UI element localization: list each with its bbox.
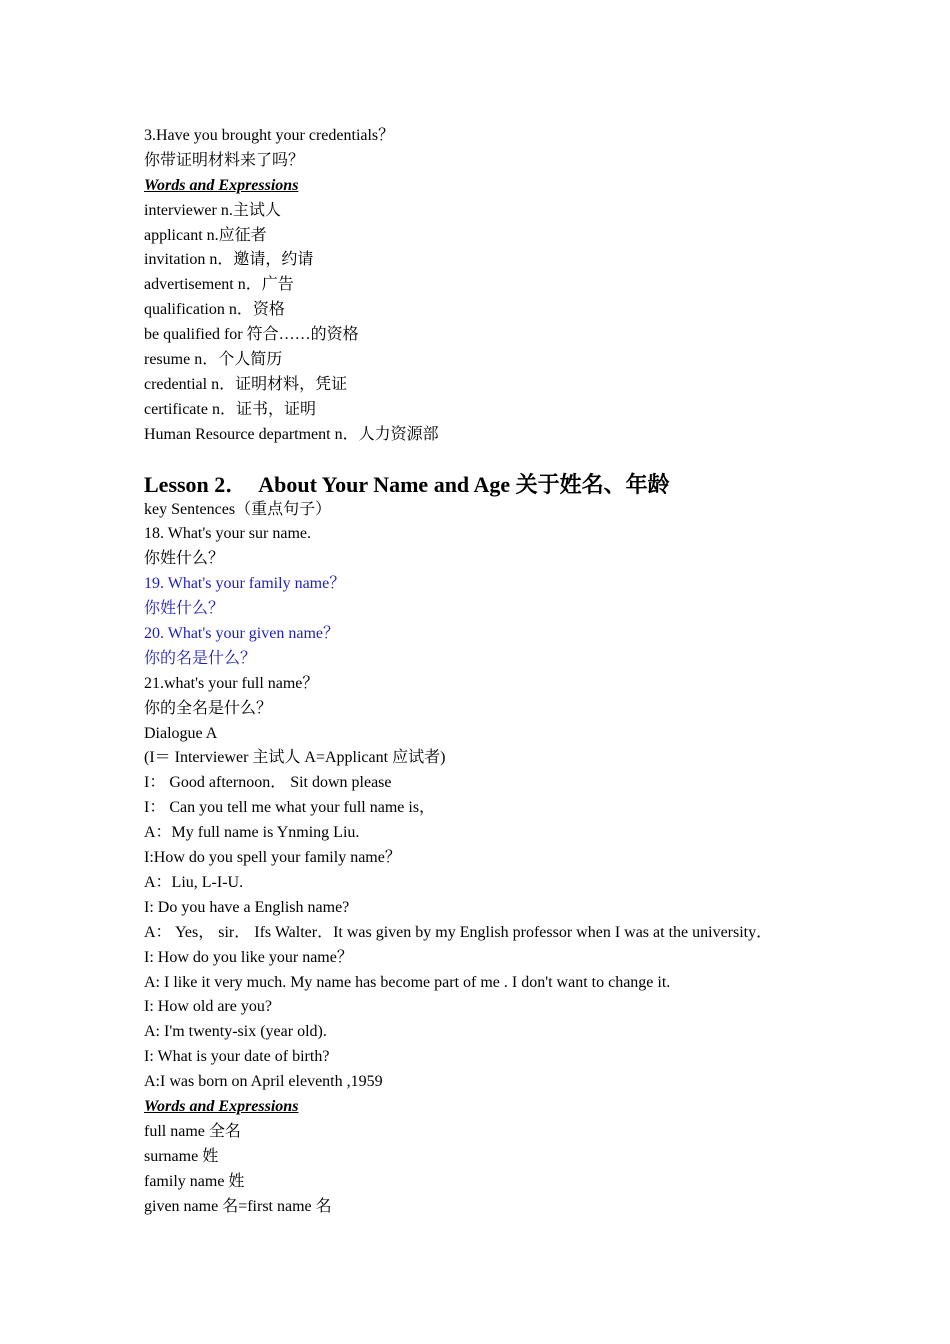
words-expressions-heading: Words and Expressions	[144, 176, 299, 194]
vocab-item: Human Resource department n．人力资源部	[144, 425, 439, 443]
question-20: 20. What's your given name？	[144, 625, 339, 643]
document-page	[144, 124, 844, 1219]
vocab-item: advertisement n．广告	[144, 276, 294, 294]
vocab-item: family name 姓	[144, 1172, 245, 1190]
dialogue-line: A:I was born on April eleventh ,1959	[144, 1073, 383, 1091]
dialogue-line: A: I like it very much. My name has become part of me . I don't want to change it.	[144, 973, 671, 991]
question-21: 21.what's your full name？	[144, 674, 319, 692]
dialogue-line: I: How old are you?	[144, 998, 272, 1016]
dialogue-line: I: How do you like your name？	[144, 948, 353, 966]
words-expressions-heading-2: Words and Expressions	[144, 1097, 299, 1115]
vocab-item: certificate n．证书，证明	[144, 400, 316, 418]
question-21-translation: 你的全名是什么？	[144, 699, 273, 717]
dialogue-line: A：Liu, L-I-U.	[144, 873, 244, 891]
question-19-translation: 你姓什么？	[144, 600, 225, 618]
dialogue-line: I: Do you have a English name?	[144, 898, 350, 916]
question-19: 19. What's your family name？	[144, 575, 346, 593]
dialogue-line: I： Good afternoon． Sit down please	[144, 774, 392, 792]
dialogue-line: I： Can you tell me what your full name is，	[144, 799, 436, 817]
vocab-item: be qualified for 符合……的资格	[144, 326, 359, 344]
dialogue-line: A: I'm twenty-six (year old).	[144, 1023, 327, 1041]
dialogue-line: A： Yes， sir． Ifs Walter．It was given by my English professor when I was at the university．	[144, 923, 773, 941]
vocab-item: given name 名=first name 名	[144, 1197, 332, 1215]
question-20-translation: 你的名是什么？	[144, 649, 257, 667]
vocab-item: invitation n．邀请，约请	[144, 251, 314, 269]
dialogue-line: A：My full name is Ynming Liu.	[144, 824, 360, 842]
question-18: 18. What's your sur name.	[144, 525, 311, 543]
vocab-item: applicant n.应征者	[144, 226, 267, 244]
vocab-item: credential n．证明材料，凭证	[144, 375, 348, 393]
dialogue-legend: (I＝ Interviewer 主试人 A=Applicant 应试者)	[144, 749, 446, 767]
vocab-item: qualification n．资格	[144, 301, 285, 319]
dialogue-line: I: What is your date of birth?	[144, 1048, 330, 1066]
section-gap	[144, 448, 844, 472]
lesson-2-title: Lesson 2． About Your Name and Age 关于姓名、年龄	[144, 471, 670, 497]
vocab-item: interviewer n.主试人	[144, 201, 281, 219]
question-18-translation: 你姓什么？	[144, 550, 225, 568]
key-sentences-label: key Sentences（重点句子）	[144, 500, 332, 518]
vocab-item: full name 全名	[144, 1122, 241, 1140]
vocab-item: resume n．个人简历	[144, 351, 283, 369]
dialogue-title: Dialogue A	[144, 724, 218, 742]
question-3: 3.Have you brought your credentials？	[144, 127, 395, 144]
vocab-item: surname 姓	[144, 1147, 219, 1165]
question-3-translation: 你带证明材料来了吗？	[144, 151, 305, 169]
dialogue-line: I:How do you spell your family name？	[144, 849, 401, 867]
